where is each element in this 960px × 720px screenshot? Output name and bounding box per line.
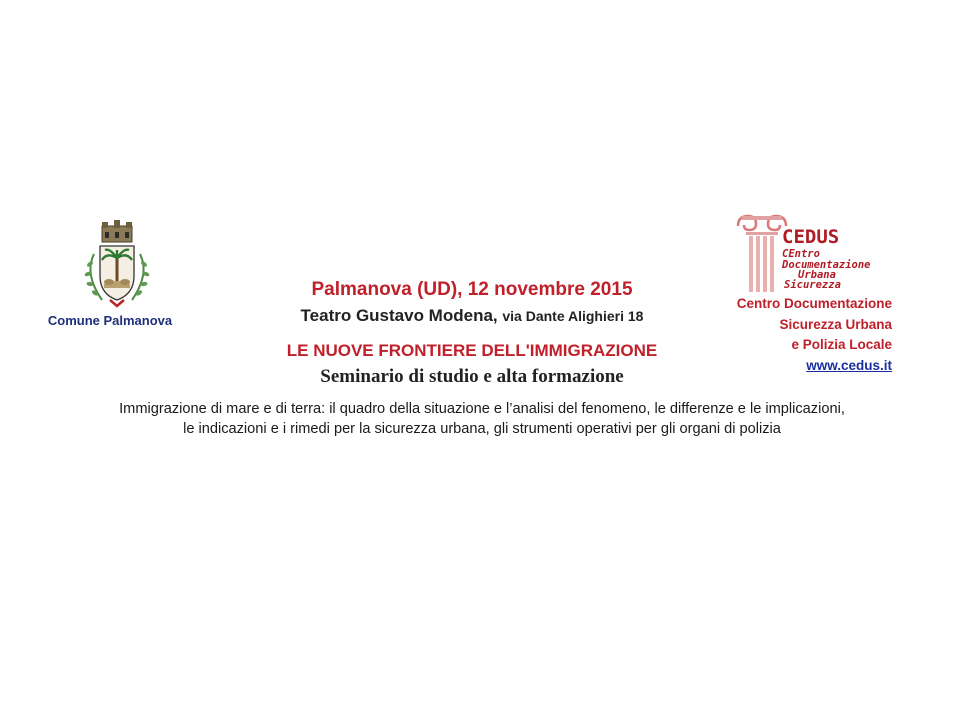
cedus-sub-4: Sicurezza [784,279,841,291]
event-venue: Teatro Gustavo Modena, [300,306,498,325]
event-date-line: Palmanova (UD), 12 novembre 2015 [311,279,633,300]
comune-caption: Comune Palmanova [47,313,173,328]
cedus-sub-3: Urbana [798,269,836,281]
description-line-1: Immigrazione di mare e di terra: il quadro della situazione e l’analisi del fenomeno, le differenze e le implicazioni, [119,401,845,417]
description-line-2: le indicazioni e i rimedi per la sicurezza urbana, gli strumenti operativi per gli organi di polizia [183,421,781,437]
event-description [20,399,944,439]
cedus-website-link[interactable]: www.cedus.it [806,357,892,373]
cedus-sub-2: Documentazione [782,259,871,271]
cedus-sub-1: CEntro [782,248,820,260]
cedus-line-1: Centro Documentazione [736,296,892,311]
event-title: LE NUOVE FRONTIERE DELL'IMMIGRAZIONE [286,341,658,360]
cedus-line-3: e Polizia Locale [791,337,892,352]
event-subtitle: Seminario di studio e alta formazione [320,366,624,387]
cedus-brand: CEDUS [782,226,840,248]
event-venue-line [0,306,944,326]
cedus-line-2: Sicurezza Urbana [779,316,892,332]
event-address: via Dante Alighieri 18 [502,308,644,324]
